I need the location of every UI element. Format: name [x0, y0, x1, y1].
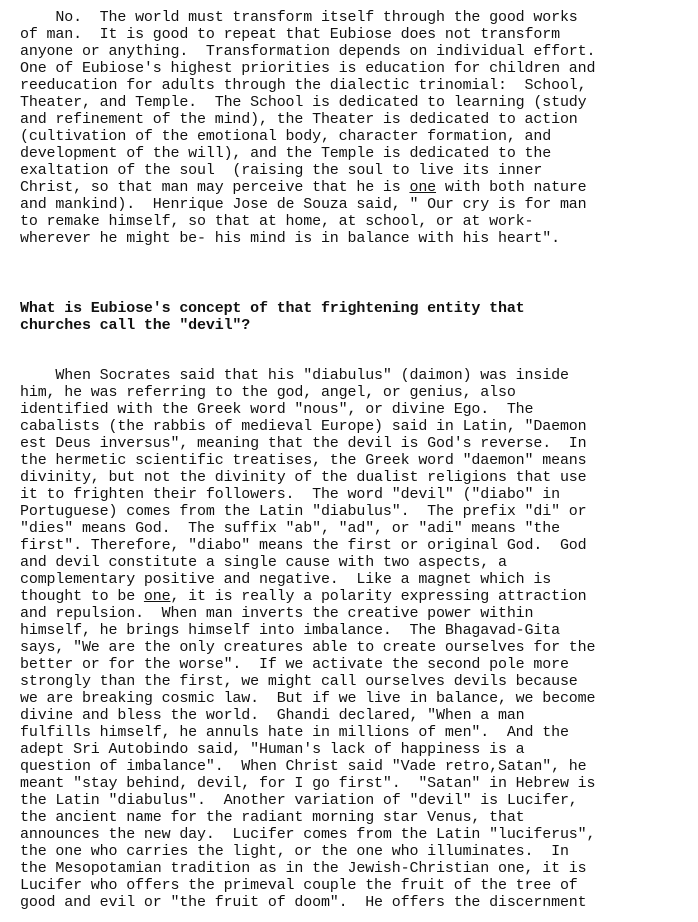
paragraph2-line: divinity, but not the divinity of the dualist religions that use: [20, 469, 587, 486]
paragraph1-line: Christ, so that man may perceive that he is one with both nature: [20, 179, 587, 196]
paragraph2-line: Portuguese) comes from the Latin "diabulus". The prefix "di" or: [20, 503, 587, 520]
paragraph2-line: the hermetic scientific treatises, the Greek word "daemon" means: [20, 452, 587, 469]
paragraph2-line: strongly than the first, we might call ourselves devils because: [20, 673, 578, 690]
paragraph2-line: When Socrates said that his "diabulus" (daimon) was inside: [20, 367, 569, 384]
paragraph1-line: reeducation for adults through the dialectic trinomial: School,: [20, 77, 587, 94]
paragraph2-line: and devil constitute a single cause with two aspects, a: [20, 554, 507, 571]
paragraph-transformation: [20, 9, 595, 247]
paragraph2-line: himself, he brings himself into imbalance. The Bhagavad-Gita: [20, 622, 560, 639]
paragraph1-line: Theater, and Temple. The School is dedicated to learning (study: [20, 94, 587, 111]
paragraph2-line: better or for the worse". If we activate the second pole more: [20, 656, 569, 673]
paragraph-devil-concept: [20, 367, 595, 911]
paragraph2-line: first". Therefore, "diabo" means the first or original God. God: [20, 537, 587, 554]
section-heading-devil: [20, 300, 525, 334]
paragraph2-line: says, "We are the only creatures able to create ourselves for the: [20, 639, 596, 656]
paragraph1-line: development of the will), and the Temple is dedicated to the: [20, 145, 552, 162]
paragraph2-line: Lucifer who offers the primeval couple the fruit of the tree of: [20, 877, 578, 894]
paragraph2-line: it to frighten their followers. The word "devil" ("diabo" in: [20, 486, 560, 503]
paragraph1-line: anyone or anything. Transformation depends on individual effort.: [20, 43, 596, 60]
paragraph1-line: and refinement of the mind), the Theater is dedicated to action: [20, 111, 578, 128]
paragraph2-line: fulfills himself, he annuls hate in millions of men". And the: [20, 724, 569, 741]
underlined-word: one: [409, 179, 437, 196]
paragraph2-line: thought to be one, it is really a polarity expressing attraction: [20, 588, 587, 605]
paragraph2-line: cabalists (the rabbis of medieval Europe) said in Latin, "Daemon: [20, 418, 587, 435]
paragraph2-line: announces the new day. Lucifer comes from the Latin "luciferus",: [20, 826, 596, 843]
paragraph1-line: (cultivation of the emotional body, character formation, and: [20, 128, 552, 145]
paragraph2-line: the Latin "diabulus". Another variation of "devil" is Lucifer,: [20, 792, 578, 809]
paragraph2-line: the one who carries the light, or the one who illuminates. In: [20, 843, 569, 860]
paragraph2-line: good and evil or "the fruit of doom". He offers the discernment: [20, 894, 587, 911]
paragraph2-line: meant "stay behind, devil, for I go first". "Satan" in Hebrew is: [20, 775, 596, 792]
paragraph2-line: the ancient name for the radiant morning star Venus, that: [20, 809, 525, 826]
paragraph2-line: "dies" means God. The suffix "ab", "ad", or "adi" means "the: [20, 520, 560, 537]
paragraph2-line: we are breaking cosmic law. But if we live in balance, we become: [20, 690, 596, 707]
paragraph1-line: wherever he might be- his mind is in balance with his heart".: [20, 230, 560, 247]
paragraph2-line: divine and bless the world. Ghandi declared, "When a man: [20, 707, 525, 724]
paragraph2-line: and repulsion. When man inverts the creative power within: [20, 605, 534, 622]
heading-line: What is Eubiose's concept of that frightening entity that: [20, 300, 525, 317]
paragraph2-line: complementary positive and negative. Like a magnet which is: [20, 571, 552, 588]
paragraph1-line: One of Eubiose's highest priorities is education for children and: [20, 60, 596, 77]
paragraph2-line: identified with the Greek word "nous", or divine Ego. The: [20, 401, 534, 418]
paragraph1-line: of man. It is good to repeat that Eubiose does not transform: [20, 26, 560, 43]
underlined-word: one: [143, 588, 171, 605]
paragraph1-line: No. The world must transform itself through the good works: [20, 9, 578, 26]
paragraph1-line: to remake himself, so that at home, at school, or at work-: [20, 213, 534, 230]
paragraph1-line: and mankind). Henrique Jose de Souza said, " Our cry is for man: [20, 196, 587, 213]
paragraph2-line: adept Sri Autobindo said, "Human's lack of happiness is a: [20, 741, 525, 758]
paragraph2-line: the Mesopotamian tradition as in the Jewish-Christian one, it is: [20, 860, 587, 877]
paragraph2-line: est Deus inversus", meaning that the devil is God's reverse. In: [20, 435, 587, 452]
paragraph2-line: him, he was referring to the god, angel, or genius, also: [20, 384, 516, 401]
heading-line: churches call the "devil"?: [20, 317, 251, 334]
paragraph1-line: exaltation of the soul (raising the soul to live its inner: [20, 162, 543, 179]
paragraph2-line: question of imbalance". When Christ said "Vade retro,Satan", he: [20, 758, 587, 775]
